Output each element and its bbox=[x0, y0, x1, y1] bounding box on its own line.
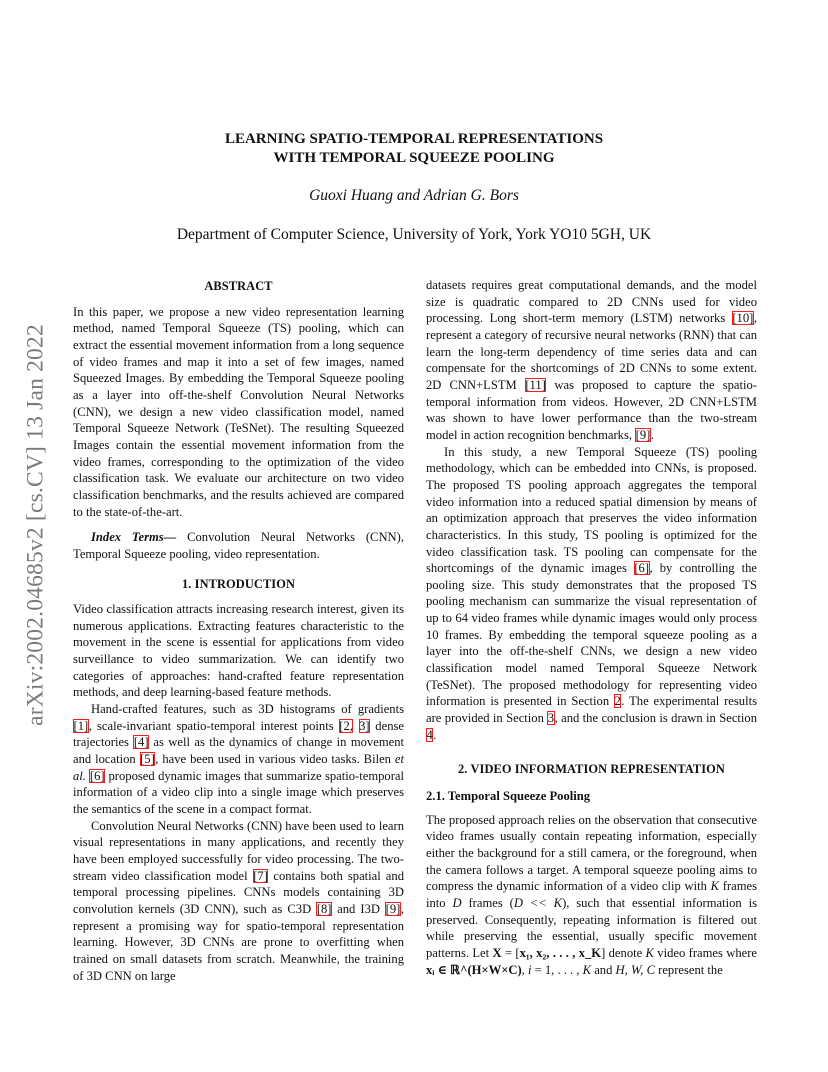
left-column bbox=[73, 278, 404, 984]
intro-paragraph-4: datasets requires great computational demands, and the model size is quadratic compared to 2D CNNs used for video processing. Long short-term memory (LSTM) networks [10], represent a category of recursive neural networks (RNN) that can learn the long-term dependency of time series data and can compensate for the shortcomings of 2D CNNs to some extent. 2D CNN+LSTM [11] was proposed to capture the spatio-temporal information from videos. However, 2D CNN+LSTM was shown to have lower performance than the two-stream model in action recognition benchmarks, [9]. bbox=[426, 278, 757, 442]
paper-title bbox=[0, 130, 828, 168]
intro-paragraph-1: Video classification attracts increasing research interest, given its numerous applications. Extracting features characteristic to the movement in the scene is essential for applications from video surveillance to video summarization. We can identify two categories of approaches: hand-crafted feature representation methods, and deep learning-based feature methods. bbox=[73, 602, 404, 700]
intro-paragraph-2: Hand-crafted features, such as 3D histograms of gradients [1], scale-invariant spatio-temporal interest points [2, 3] dense trajectories [4] as well as the dynamics of change in movement and location [5], have been used in various video tasks. Bilen et al. [6] proposed dynamic images that summarize spatio-temporal information of a video clip into a single image which preserves the semantics of the scene in a compact format. bbox=[73, 702, 404, 817]
abstract-heading: ABSTRACT bbox=[204, 279, 273, 293]
section-1-heading: 1. INTRODUCTION bbox=[181, 576, 296, 591]
arxiv-identifier-stamp bbox=[20, 290, 52, 760]
section-link[interactable]: 3 bbox=[547, 711, 555, 726]
index-terms bbox=[73, 529, 404, 562]
citation-link[interactable]: [1] bbox=[73, 718, 89, 733]
citation-link[interactable]: [6] bbox=[634, 561, 650, 576]
intro-paragraph-3: Convolution Neural Networks (CNN) have been used to learn visual representations in many applications, and recently they have been employed successfully for video processing. The two-stream video classification model [7] contains both spatial and temporal processing pipelines. CNNs models containing 3D convolution kernels (3D CNN), such as C3D [8] and I3D [9], represent a promising way for spatio-temporal representation learning. However, 3D CNNs are prone to overfitting when trained on small datasets from scratch. Meanwhile, the training of 3D CNN on large bbox=[73, 818, 404, 983]
index-terms-label: Index Terms— bbox=[91, 530, 177, 545]
index-terms-text: Convolution Neural Networks (CNN), Temporal Squeeze pooling, video representation. bbox=[73, 530, 404, 561]
affiliation: Department of Computer Science, University of York, York YO10 5GH, UK bbox=[176, 226, 652, 243]
citation-link[interactable]: [5] bbox=[140, 752, 155, 767]
authors: Guoxi Huang and Adrian G. Bors bbox=[309, 187, 519, 204]
citation-link[interactable]: [9] bbox=[385, 901, 401, 916]
title-line-2: WITH TEMPORAL SQUEEZE POOLING bbox=[273, 150, 555, 166]
abstract-text: In this paper, we propose a new video representation learning method, named Temporal Squeeze (TS) pooling, which can extract the essential movement information from a long sequence of video frames and map it into a set of few images, named Squeezed Images. By embedding the Temporal Squeeze pooling as a layer into off-the-shelf Convolution Neural Networks (CNN), we design a new video classification model, named Temporal Squeeze Network (TeSNet). The resulting Squeezed Images contain the essential movement information from the video frames, corresponding to the optimization of the video classification task. We evaluate our architecture on two video classification benchmarks, and the results achieved are compared to the state-of-the-art. bbox=[73, 304, 404, 519]
citation-link[interactable]: [6] bbox=[89, 768, 105, 783]
method-paragraph-1: The proposed approach relies on the observation that consecutive video frames usually contain repeating information, especially either the background for a still camera, or the foreground, when the camera follows a target. A temporal squeeze pooling aims to compress the dynamic information of a video clip with K frames into D frames (D << K), such that essential information is preserved. Consequently, repeating information is filtered out while preserving the essential, usually specific movement patterns. Let X = [x₁, x₂, . . . , x_K] denote K video frames where xᵢ ∈ ℝ^(H×W×C), i = 1, . . . , K and H, W, C represent the bbox=[426, 812, 757, 977]
citation-link[interactable]: [2, bbox=[339, 718, 353, 733]
citation-link[interactable]: [11] bbox=[525, 377, 546, 392]
citation-link[interactable]: [4] bbox=[133, 735, 149, 750]
title-line-1: LEARNING SPATIO-TEMPORAL REPRESENTATIONS bbox=[224, 131, 604, 147]
citation-link[interactable]: [8] bbox=[316, 901, 332, 916]
citation-link[interactable]: [10] bbox=[732, 311, 754, 326]
subsection-2-1-heading: 2.1. Temporal Squeeze Pooling bbox=[426, 789, 591, 804]
intro-paragraph-5: In this study, a new Temporal Squeeze (TS) pooling methodology, which can be embedded into CNNs, is proposed. The proposed TS pooling approach aggregates the temporal video information into a reduced spatial dimension by means of an optimization approach that preserves the video information characteristics. In this study, TS pooling is optimized for the video classification task. TS pooling can compensate for the shortcomings of the dynamic images [6], by controlling the pooling size. This study demonstrates that the proposed TS pooling mechanism can summarize the visual representation of up to 64 video frames while dynamic images would only process 10 frames. By embedding the temporal squeeze pooling as a layer into the off-the-shelf CNNs, we design a new video classification model named Temporal Squeeze Network (TeSNet). The proposed methodology for representing video information is presented in Section 2. The experimental results are provided in Section 3, and the conclusion is drawn in Section 4. bbox=[426, 444, 757, 742]
section-2-heading: 2. VIDEO INFORMATION REPRESENTATION bbox=[458, 762, 725, 777]
arxiv-identifier: arXiv:2002.04685v2 [cs.CV] 13 Jan 2022 bbox=[22, 324, 49, 726]
citation-link[interactable]: 3] bbox=[359, 718, 370, 733]
section-link[interactable]: 4 bbox=[426, 727, 433, 742]
citation-link[interactable]: [9] bbox=[635, 427, 651, 442]
right-column bbox=[426, 277, 757, 978]
citation-link[interactable]: [7] bbox=[253, 868, 268, 883]
section-link[interactable]: 2 bbox=[614, 694, 621, 709]
